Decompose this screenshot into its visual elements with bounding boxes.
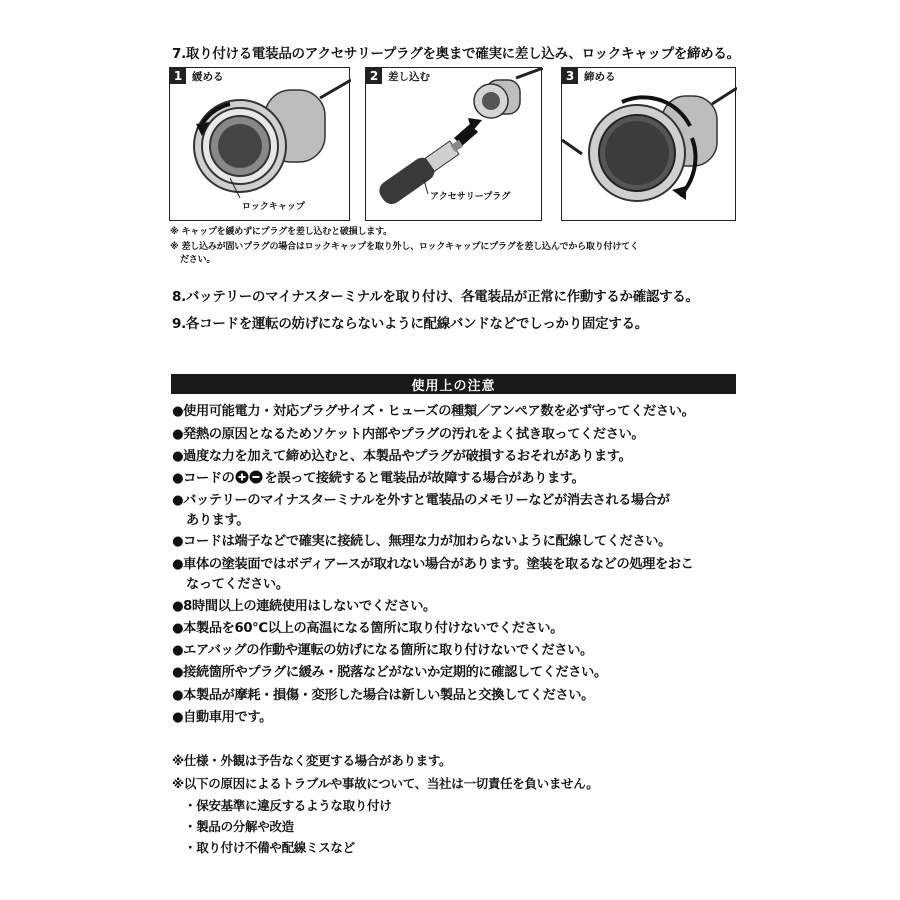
caution-polarity-text-b: を誤って接続すると電装品が故障する場合があります。	[264, 471, 585, 486]
caution-item: ●過度な力を加えて締め込むと、本製品やプラグが破損するおそれがあります。	[172, 449, 632, 464]
caution-item-battery	[172, 491, 670, 531]
lock-cap-callout: ロックキャップ	[242, 202, 305, 212]
caution-line-1: ●バッテリーのマイナスターミナルを外すと電装品のメモリーなどが消去される場合が	[172, 493, 670, 508]
caution-item: ●使用可能電力・対応プラグサイズ・ヒューズの種類／アンペア数を必ず守ってください。	[172, 404, 695, 419]
caution-line-2: なってください。	[186, 577, 289, 592]
caution-line-2: あります。	[186, 513, 250, 528]
panel-1-number: 1	[170, 68, 186, 84]
footer-liability-note: ※以下の原因によるトラブルや事故について、当社は一切責任を負いません。	[172, 776, 599, 791]
caution-item-ground	[172, 555, 694, 595]
panel-2-number: 2	[366, 68, 382, 84]
note-tight-plug-cont: ださい。	[180, 255, 216, 265]
caution-item: ●本製品を60℃以上の高温になる箇所に取り付けないでください。	[172, 621, 564, 636]
footer-item: ・製品の分解や改造	[184, 819, 294, 834]
footer-item: ・保安基準に違反するような取り付け	[184, 798, 392, 813]
caution-item: ●コードは端子などで確実に接続し、無理な力が加わらないように配線してください。	[172, 534, 671, 549]
caution-title: 使用上の注意	[411, 378, 496, 394]
panel-1-header	[170, 68, 224, 84]
footer-item: ・取り付け不備や配線ミスなど	[184, 840, 355, 855]
caution-line-1: ●車体の塗装面ではボディアースが取れない場合があります。塗装を取るなどの処理をおこ	[172, 557, 694, 572]
panel-3-header	[562, 68, 616, 84]
panel-2-header	[366, 68, 430, 84]
step-8-text: 8.バッテリーのマイナスターミナルを取り付け、各電装品が正常に作動するか確認する。	[172, 289, 699, 305]
panel-3-label: 締める	[584, 70, 616, 83]
caution-item: ●8時間以上の連続使用はしないでください。	[172, 599, 436, 614]
caution-header-bar	[171, 374, 736, 394]
plus-minus-icon	[235, 471, 265, 486]
step-7-text: 7.取り付ける電装品のアクセサリープラグを奥まで確実に差し込み、ロックキャップを締める。	[172, 46, 740, 62]
panel-loosen	[169, 67, 350, 221]
panel-3-number: 3	[562, 68, 578, 84]
caution-polarity-text-a: ●コードの	[172, 471, 235, 486]
panel-insert	[365, 67, 542, 221]
panel-tighten	[561, 67, 736, 221]
accessory-plug-callout: アクセサリープラグ	[430, 192, 511, 202]
caution-item: ●発熱の原因となるためソケット内部やプラグの汚れをよく拭き取ってください。	[172, 427, 645, 442]
caution-item-polarity	[172, 469, 584, 489]
caution-item: ●接続箇所やプラグに緩み・脱落などがないか定期的に確認してください。	[172, 665, 607, 680]
note-cap-warning: ※ キャップを緩めずにプラグを差し込むと破損します。	[170, 227, 392, 237]
caution-item: ●エアバッグの作動や運転の妨げになる箇所に取り付けないでください。	[172, 643, 593, 658]
panel-1-label: 緩める	[192, 70, 224, 83]
caution-item: ●本製品が摩耗・損傷・変形した場合は新しい製品と交換してください。	[172, 688, 594, 703]
footer-spec-note: ※仕様・外観は予告なく変更する場合があります。	[172, 753, 452, 768]
panel-2-label: 差し込む	[388, 70, 430, 83]
step-9-text: 9.各コードを運転の妨げにならないように配線バンドなどでしっかり固定する。	[172, 316, 648, 332]
note-tight-plug: ※ 差し込みが固いプラグの場合はロックキャップを取り外し、ロックキャップにプラグを差し込んでから取り付けてく	[170, 242, 639, 252]
caution-item: ●自動車用です。	[172, 710, 272, 725]
tighten-illustration	[562, 68, 737, 222]
